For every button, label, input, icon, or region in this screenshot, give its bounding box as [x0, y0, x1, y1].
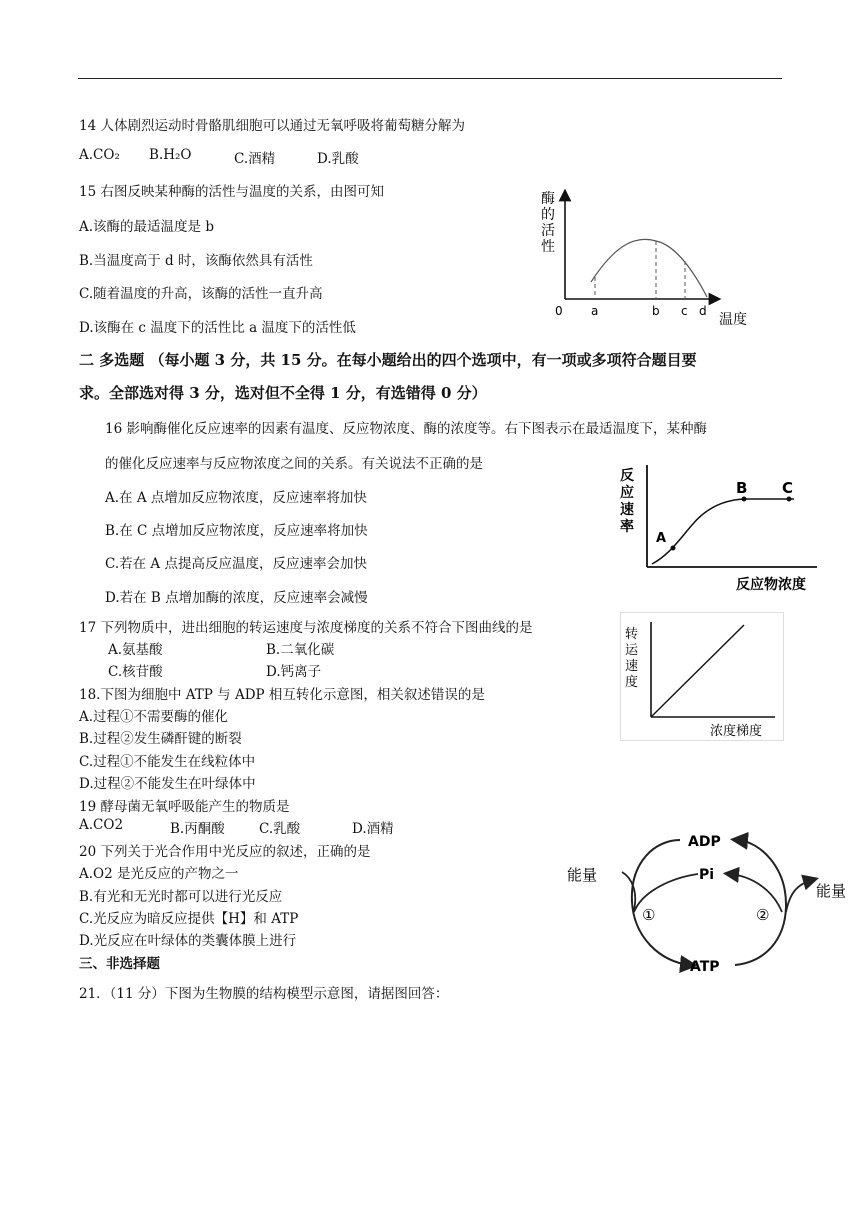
point-b-marker [742, 497, 747, 502]
q15-stem: 15 右图反映某种酶的活性与温度的关系，由图可知 [79, 184, 384, 200]
y-label-2: 应 [620, 485, 634, 501]
process-1-label: ① [642, 906, 656, 924]
chart-frame [621, 613, 784, 741]
rate-curve [652, 499, 794, 564]
x-label: 浓度梯度 [710, 724, 763, 739]
q14-stem: 14 人体剧烈运动时骨骼肌细胞可以通过无氧呼吸将葡萄糖分解为 [79, 118, 465, 134]
adp-label: ADP [688, 834, 721, 850]
y-label-2: 的 [541, 207, 555, 223]
point-a-marker [671, 546, 676, 551]
reaction-rate-chart [614, 460, 824, 600]
q17-option-b: B.二氧化碳 [266, 642, 335, 658]
point-c-label: C [782, 479, 794, 497]
tick-0: 0 [555, 304, 563, 318]
pi-label: Pi [699, 867, 715, 883]
activity-curve [591, 239, 707, 297]
q16-stem-line2: 的催化反应速率与反应物浓度之间的关系。有关说法不正确的是 [105, 456, 483, 472]
q16-option-a: A.在 A 点增加反应物浓度，反应速率将加快 [105, 490, 367, 506]
q19-stem: 19 酵母菌无氧呼吸能产生的物质是 [79, 799, 290, 815]
atp-adp-cycle-diagram [560, 822, 852, 974]
q20-option-c: C.光反应为暗反应提供【H】和 ATP [79, 911, 299, 927]
q18-stem: 18.下图为细胞中 ATP 与 ADP 相互转化示意图，相关叙述错误的是 [79, 687, 485, 703]
section3-heading: 三、非选择题 [79, 956, 160, 972]
point-a-label: A [656, 531, 667, 546]
y-label-3: 速 [620, 502, 634, 518]
q14-option-c: C.酒精 [234, 151, 276, 167]
tick-b: b [652, 304, 660, 318]
q16-option-c: C.若在 A 点提高反应温度，反应速率会加快 [105, 556, 367, 572]
q17-stem: 17 下列物质中，进出细胞的转运速度与浓度梯度的关系不符合下图曲线的是 [79, 620, 533, 636]
x-label: 反应物浓度 [736, 577, 806, 593]
enzyme-temperature-chart [535, 185, 765, 335]
q17-option-c: C.核苷酸 [108, 664, 163, 680]
q19-option-d: D.酒精 [352, 821, 394, 837]
y-label-1: 酶 [541, 191, 555, 207]
q15-option-a: A.该酶的最适温度是 b [79, 219, 214, 235]
tick-d: d [699, 304, 707, 318]
q17-option-d: D.钙离子 [266, 664, 322, 680]
y-label-3: 活 [541, 223, 555, 239]
q18-option-c: C.过程①不能发生在线粒体中 [79, 754, 256, 770]
point-b-label: B [736, 479, 748, 497]
y-label-1: 反 [620, 468, 634, 484]
q15-option-d: D.该酶在 c 温度下的活性比 a 温度下的活性低 [79, 320, 356, 336]
q14-option-b: B.H₂O [149, 147, 192, 163]
arc-atp-to-adp [735, 840, 786, 965]
header-rule [78, 78, 782, 79]
q14-option-a: A.CO₂ [79, 147, 120, 163]
q19-option-a: A.CO2 [79, 817, 124, 833]
tick-c: c [681, 304, 688, 318]
q21-stem: 21．（11 分）下图为生物膜的结构模型示意图，请据图回答： [79, 986, 449, 1002]
energy-out-arrow [786, 880, 812, 912]
q15-option-c: C.随着温度的升高，该酶的活性一直升高 [79, 286, 323, 302]
y-label-3: 速 [625, 659, 639, 674]
q20-option-b: B.有光和无光时都可以进行光反应 [79, 889, 283, 905]
energy-in-arrow [622, 872, 635, 910]
q16-option-b: B.在 C 点增加反应物浓度，反应速率将加快 [105, 523, 368, 539]
q20-option-d: D.光反应在叶绿体的类囊体膜上进行 [79, 933, 297, 949]
y-label-1: 转 [625, 627, 639, 642]
energy-left-label: 能量 [567, 866, 598, 884]
q18-option-b: B.过程②发生磷酐键的断裂 [79, 731, 242, 747]
q16-stem-line1: 16 影响酶催化反应速率的因素有温度、反应物浓度、酶的浓度等。右下图表示在最适温度下，某种酶 [105, 421, 707, 437]
y-label-4: 度 [625, 675, 639, 690]
point-c-marker [787, 497, 792, 502]
q19-option-c: C.乳酸 [259, 821, 301, 837]
q17-option-a: A.氨基酸 [108, 642, 163, 658]
q20-option-a: A.O2 是光反应的产物之一 [79, 866, 239, 882]
linear-line [651, 625, 744, 717]
energy-right-label: 能量 [816, 882, 847, 900]
q14-option-d: D.乳酸 [317, 151, 359, 167]
q18-option-a: A.过程①不需要酶的催化 [79, 709, 229, 725]
atp-label: ATP [690, 959, 720, 974]
section2-heading-line1: 二 多选题 （每小题 3 分，共 15 分。在每小题给出的四个选项中，有一项或多项符合题目要 [79, 351, 697, 369]
process-2-label: ② [756, 906, 770, 924]
q19-option-b: B.丙酮酸 [170, 821, 225, 837]
section2-heading-line2: 求。全部选对得 3 分，选对但不全得 1 分，有选错得 0 分） [79, 384, 487, 402]
y-label-4: 性 [541, 239, 555, 255]
q16-option-d: D.若在 B 点增加酶的浓度，反应速率会减慢 [105, 590, 368, 606]
tick-a: a [591, 304, 599, 318]
q20-stem: 20 下列关于光合作用中光反应的叙述，正确的是 [79, 844, 371, 860]
x-label: 温度 [719, 312, 747, 328]
q15-option-b: B.当温度高于 d 时，该酶依然具有活性 [79, 253, 313, 269]
transport-rate-chart [620, 612, 785, 742]
y-label-4: 率 [620, 519, 634, 535]
y-label-2: 运 [625, 643, 639, 658]
q18-option-d: D.过程②不能发生在叶绿体中 [79, 776, 256, 792]
